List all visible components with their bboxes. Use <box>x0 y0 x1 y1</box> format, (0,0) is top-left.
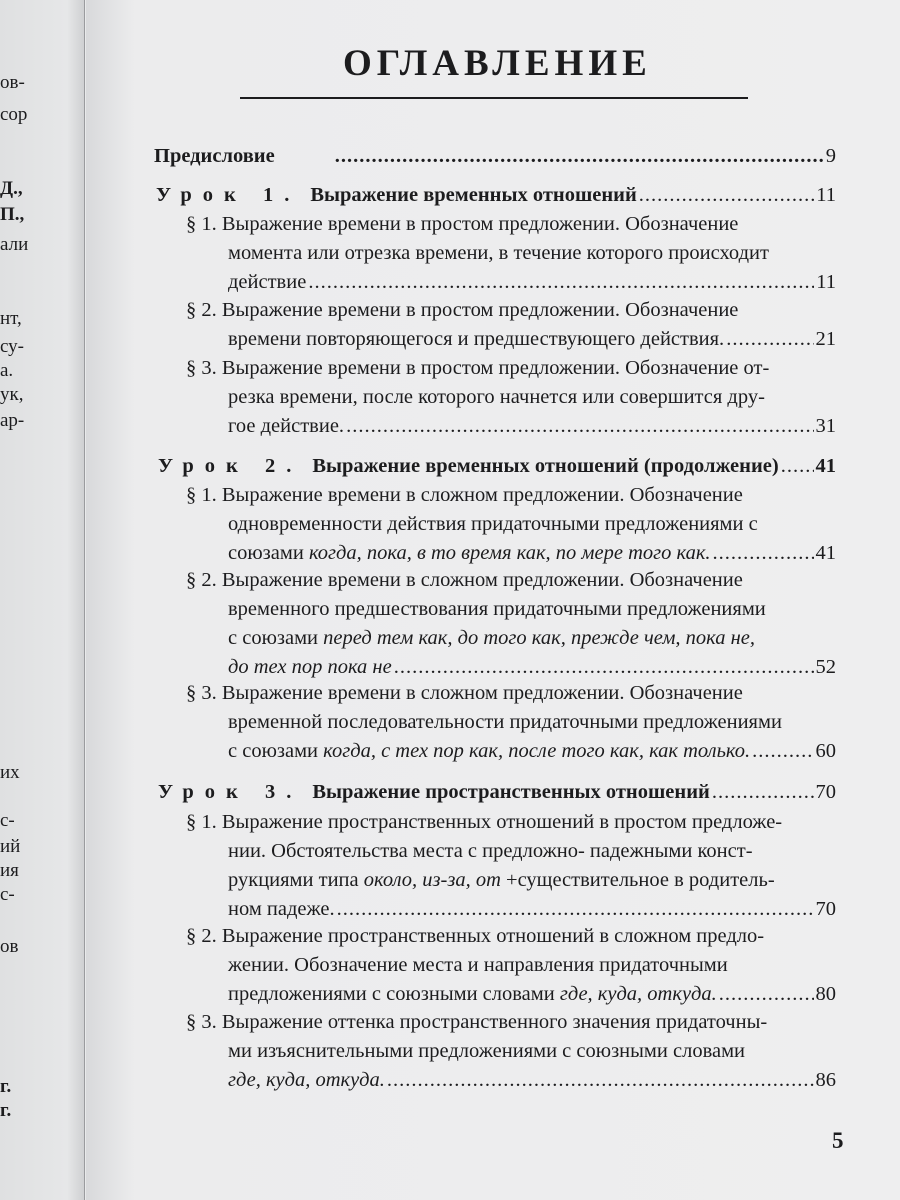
section-italic: около, из-за, от <box>363 869 501 891</box>
section-italic: когда, пока, в то время как, по мере того как. <box>308 542 711 564</box>
toc-lesson-1 <box>156 181 836 210</box>
section-line: предложениями с союзными словами <box>228 983 560 1005</box>
leader-dots <box>346 412 813 441</box>
section-line: § 3. Выражение времени в простом предложении. Обозначение от- <box>186 357 770 379</box>
toc-section <box>186 296 836 354</box>
toc-section <box>186 922 836 1009</box>
page-ref: 41 <box>815 455 836 477</box>
leader-dots <box>712 778 814 807</box>
page-title: ОГЛАВЛЕНИЕ <box>343 43 652 84</box>
page-ref: 11 <box>816 184 836 206</box>
page-ref: 9 <box>825 145 836 167</box>
section-line: § 1. Выражение времени в простом предложении. Обозначение <box>186 213 739 235</box>
left-fragment: Д., <box>0 178 23 199</box>
section-line: одновременности действия придаточными предложениями с <box>228 513 758 535</box>
section-line: § 3. Выражение времени в сложном предложении. Обозначение <box>186 682 743 704</box>
preface-label: Предисловие <box>154 145 275 167</box>
left-fragment: сор <box>0 104 28 125</box>
lesson-title: Выражение временных отношений (продолжение) <box>312 455 779 477</box>
leader-dots <box>394 653 814 682</box>
toc-lesson-3 <box>158 778 836 807</box>
page-ref: 21 <box>815 328 836 350</box>
section-italic: где, куда, откуда. <box>228 1069 385 1091</box>
page-ref: 60 <box>815 740 836 762</box>
page-ref: 86 <box>815 1069 836 1091</box>
left-fragment: ов <box>0 936 19 957</box>
left-fragment: су- <box>0 336 25 357</box>
section-line: ном падеже. <box>228 898 335 920</box>
left-fragment: с- <box>0 810 15 831</box>
toc-section <box>186 1008 836 1095</box>
section-line: времени повторяющегося и предшествующего действия. <box>228 328 725 350</box>
left-fragment: ий <box>0 836 21 857</box>
page-number: 5 <box>832 1128 844 1153</box>
lesson-label: Урок 3. <box>158 781 303 803</box>
left-fragment: ук, <box>0 384 24 405</box>
left-fragment: нт, <box>0 308 22 329</box>
left-fragment: с- <box>0 884 15 905</box>
leader-dots <box>308 268 814 297</box>
toc-entry-preface <box>154 142 836 171</box>
leader-dots <box>752 737 813 766</box>
leader-dots <box>781 452 814 481</box>
page-ref: 31 <box>815 415 836 437</box>
section-line: жении. Обозначение места и направления придаточными <box>228 954 728 976</box>
lesson-title: Выражение временных отношений <box>310 184 637 206</box>
section-line: момента или отрезка времени, в течение которого происходит <box>228 242 769 264</box>
leader-dots <box>713 539 814 568</box>
section-line: резка времени, после которого начнется или совершится дру- <box>228 386 765 408</box>
left-fragment: их <box>0 762 20 783</box>
toc-lesson-2 <box>158 452 836 481</box>
page-ref: 70 <box>815 898 836 920</box>
page-ref: 11 <box>816 271 836 293</box>
left-fragment: г. <box>0 1076 12 1097</box>
section-line: союзами <box>228 542 309 564</box>
section-line: ми изъяснительными предложениями с союзными словами <box>228 1040 746 1062</box>
section-line: § 1. Выражение времени в сложном предложении. Обозначение <box>186 484 743 506</box>
lesson-label: Урок 1. <box>156 184 301 206</box>
section-line: § 3. Выражение оттенка пространственного значения придаточны- <box>186 1011 768 1033</box>
section-line: § 1. Выражение пространственных отношений в простом предложе- <box>186 811 783 833</box>
section-italic: когда, с тех пор как, после того как, как только. <box>323 740 751 762</box>
leader-dots <box>335 142 824 171</box>
leader-dots <box>726 325 813 354</box>
section-line: § 2. Выражение времени в простом предложении. Обозначение <box>186 299 739 321</box>
left-fragment: а. <box>0 360 14 381</box>
section-line: с союзами <box>228 627 324 649</box>
toc-section <box>186 679 836 766</box>
left-fragment: ар- <box>0 410 25 431</box>
page-ref: 41 <box>815 542 836 564</box>
section-line: нии. Обстоятельства места с предложно- падежными конст- <box>228 840 753 862</box>
leader-dots <box>387 1066 814 1095</box>
toc-section <box>186 210 836 297</box>
section-line: +существительное в родитель- <box>500 869 775 891</box>
left-fragment: ия <box>0 860 19 881</box>
section-line: временной последовательности придаточными предложениями <box>228 711 782 733</box>
page-ref: 80 <box>815 983 836 1005</box>
section-line: с союзами <box>228 740 324 762</box>
lesson-title: Выражение пространственных отношений <box>312 781 710 803</box>
leader-dots <box>337 895 814 924</box>
section-italic: где, куда, откуда. <box>559 983 717 1005</box>
leader-dots <box>639 181 814 210</box>
left-fragment: г. <box>0 1100 12 1121</box>
page-ref: 52 <box>815 656 836 678</box>
section-line: гое действие. <box>228 415 345 437</box>
toc-section <box>186 808 836 924</box>
section-italic: перед тем как, до того как, прежде чем, пока не, <box>323 627 755 649</box>
section-line: рукциями типа <box>228 869 364 891</box>
section-italic: до тех пор пока не <box>228 656 392 678</box>
lesson-label: Урок 2. <box>158 455 303 477</box>
left-fragment: П., <box>0 204 25 225</box>
page-ref: 70 <box>815 781 836 803</box>
leader-dots <box>719 980 814 1009</box>
section-line: § 2. Выражение пространственных отношений в сложном предло- <box>186 925 765 947</box>
section-line: действие <box>228 271 307 293</box>
left-fragment: ов- <box>0 72 25 93</box>
title-underline <box>240 97 748 99</box>
toc-section <box>186 566 836 682</box>
left-page-edge <box>0 0 85 1200</box>
toc-section <box>186 354 836 441</box>
toc-section <box>186 481 836 568</box>
section-line: § 2. Выражение времени в сложном предложении. Обозначение <box>186 569 743 591</box>
left-fragment: али <box>0 234 29 255</box>
section-line: временного предшествования придаточными предложениями <box>228 598 766 620</box>
